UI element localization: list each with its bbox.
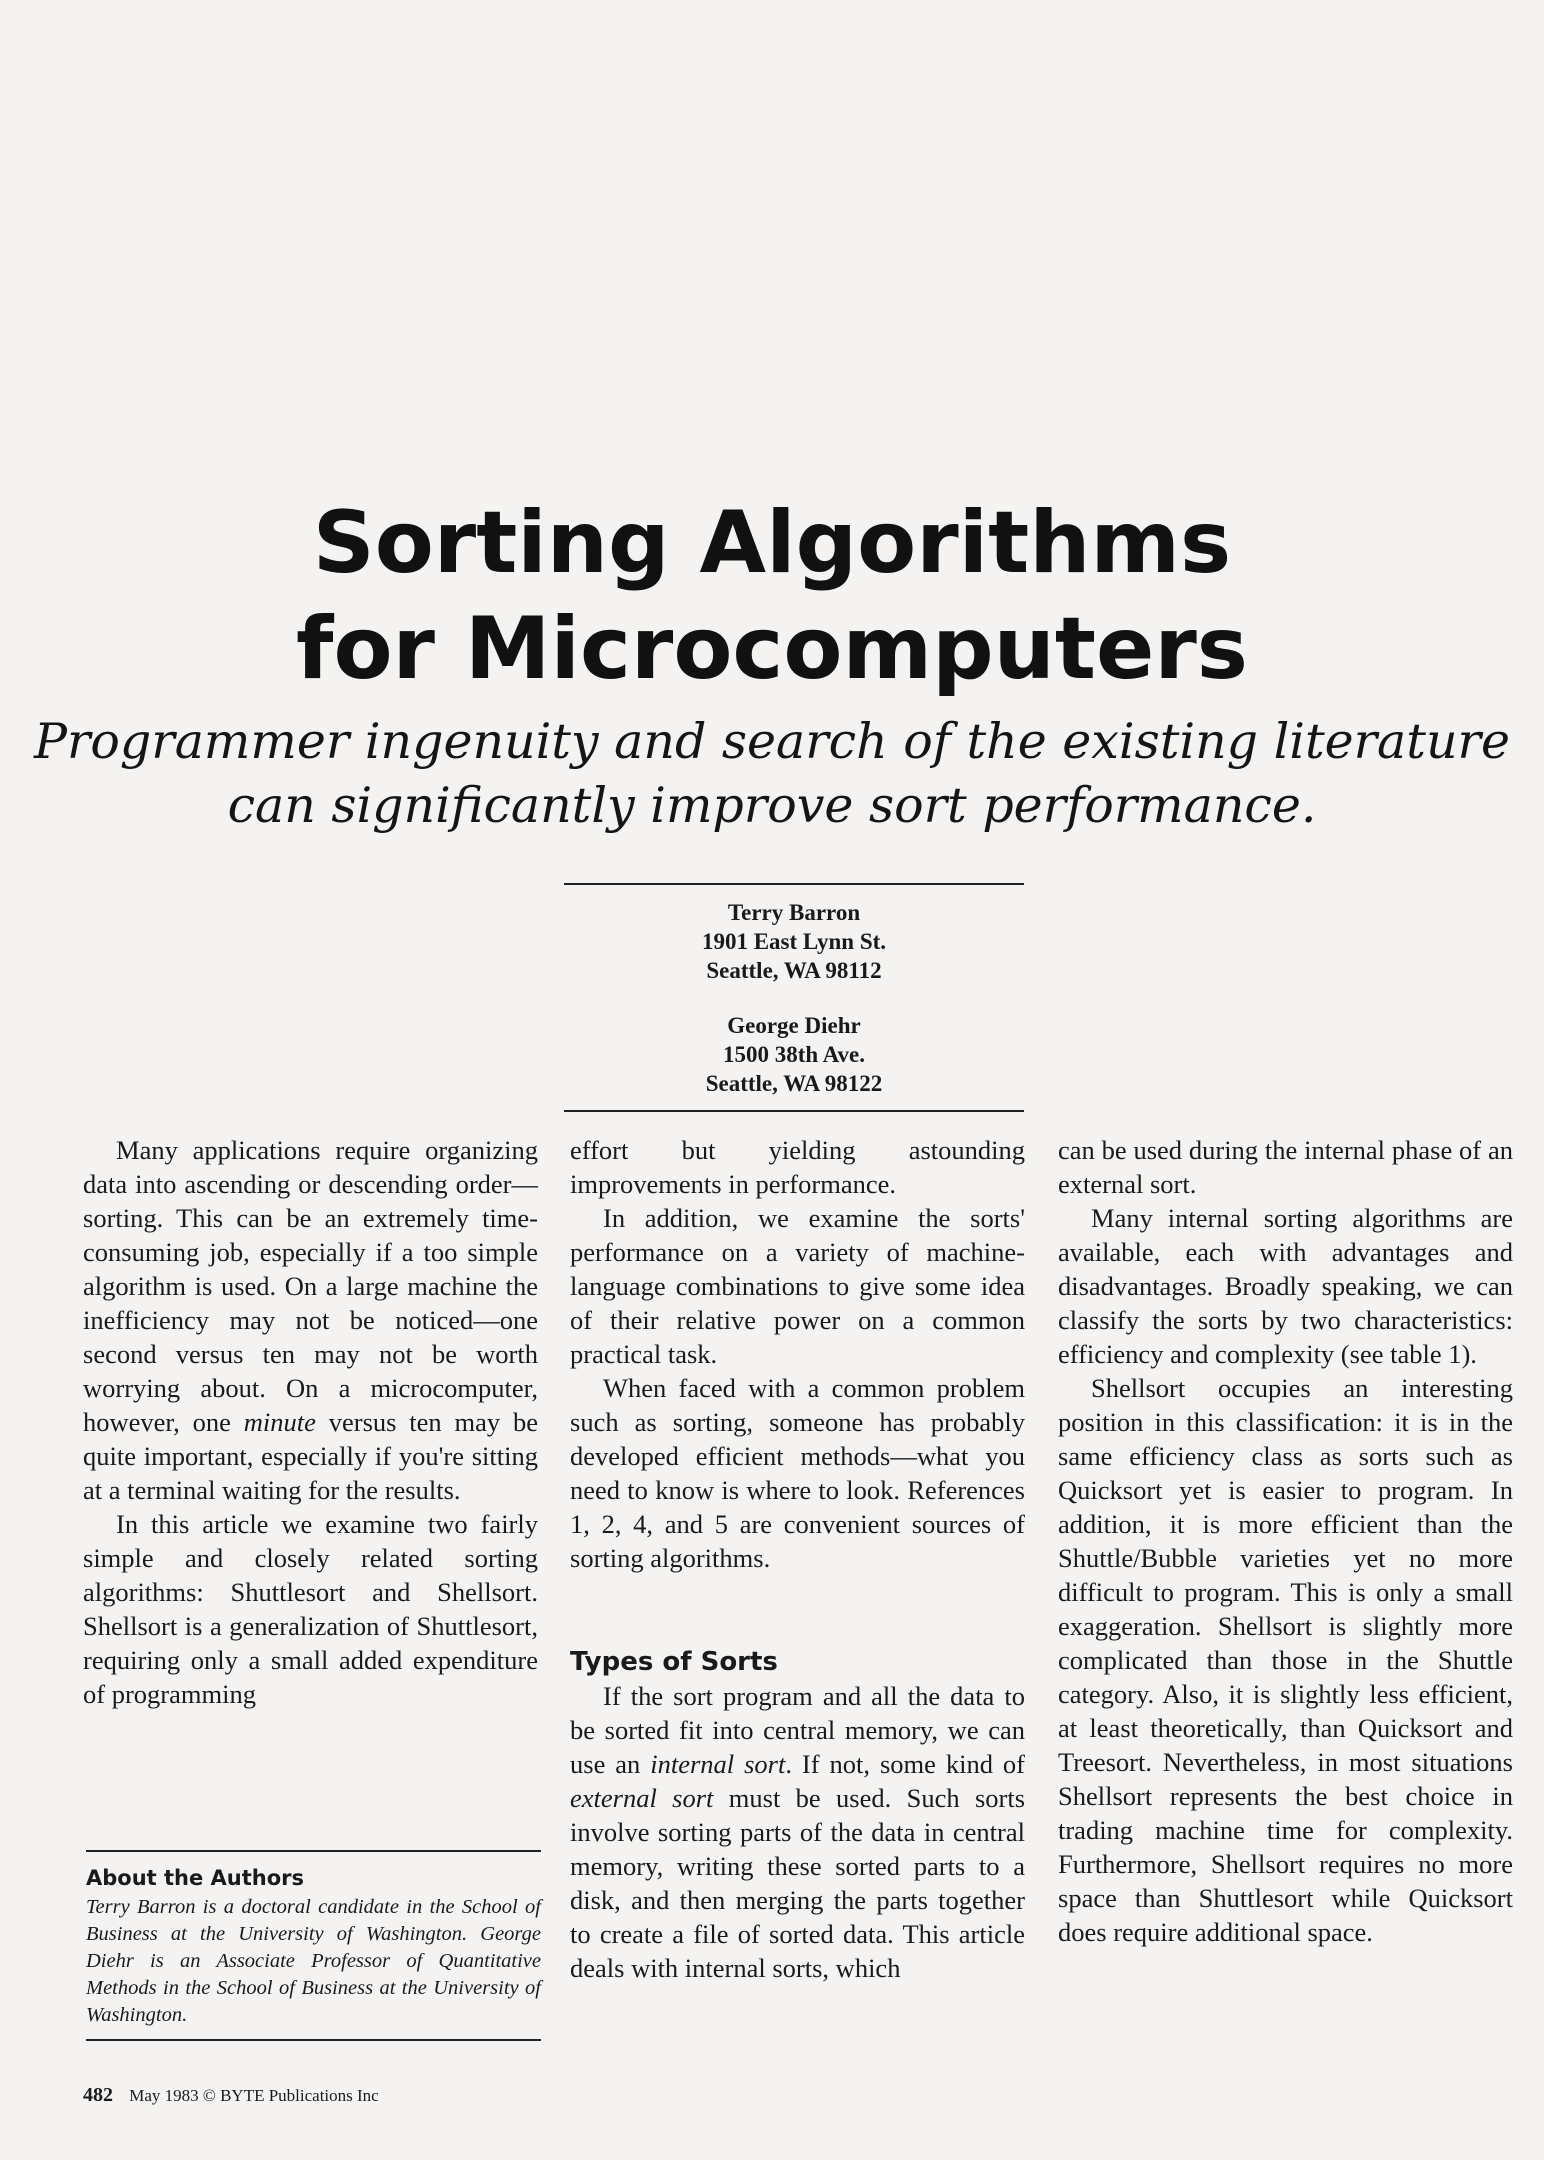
page-number: 482: [83, 2084, 113, 2106]
emphasis: internal sort: [650, 1749, 786, 1779]
article-title: [0, 490, 1544, 702]
subtitle-line-1: Programmer ingenuity and search of the existing literature: [34, 713, 1510, 770]
paragraph: In this article we examine two fairly simple and closely related sorting algorithms: Shuttlesort and Shellsort. Shellsort is a generalization of Shuttlesort, requiring only a small added expenditure of programming: [83, 1509, 538, 1709]
title-line-2: for Microcomputers: [296, 599, 1248, 699]
body-column-3: [1058, 1133, 1513, 1949]
about-text: Terry Barron is a doctoral candidate in the School of Business at the University of Washington. George Diehr is an Associate Professor of Quantitative Methods in the School of Business at the University of Washington.: [86, 1896, 541, 2026]
section-heading: Types of Sorts: [570, 1647, 778, 1677]
author-city: Seattle, WA 98112: [706, 958, 882, 983]
author-byline: [564, 883, 1024, 1112]
paragraph: Shellsort occupies an interesting position in this classification: it is in the same efficiency class as sorts such as Quicksort yet is easier to program. In addition, it is more efficient than the Shuttle/Bubble varieties yet no more difficult to program. This is only a small exaggeration. Shellsort is slightly more complicated than those in the Shuttle category. Also, it is slightly less efficient, at least theoretically, than Quicksort and Treesort. Nevertheless, in most situations Shellsort represents the best choice in trading machine time for complexity. Furthermore, Shellsort requires no more space than Shuttlesort while Quicksort does require additional space.: [1058, 1373, 1513, 1947]
paragraph: When faced with a common problem such as sorting, someone has probably developed efficient methods—what you need to know is where to look. References 1, 2, 4, and 5 are convenient sources of sorting algorithms.: [570, 1373, 1025, 1573]
emphasis: minute: [243, 1407, 316, 1437]
emphasis: external sort: [570, 1783, 714, 1813]
paragraph: Many internal sorting algorithms are available, each with advantages and disadvantages. Broadly speaking, we can classify the sorts by two characteristics: efficiency and complexity (see table 1).: [1058, 1203, 1513, 1369]
author-street: 1901 East Lynn St.: [701, 929, 887, 954]
paragraph: effort but yielding astounding improvements in performance.: [570, 1135, 1025, 1199]
paragraph: Many applications require organizing data into ascending or descending order—sorting. This can be an extremely time-consuming job, especially if a too simple algorithm is used. On a large machine the inefficiency may not be noticed—one second versus ten may not be worth worrying about. On a microcomputer, however, one minute versus ten may be quite important, especially if you're sitting at a terminal waiting for the results.: [83, 1135, 538, 1505]
footer-credit: May 1983 © BYTE Publications Inc: [129, 2086, 379, 2105]
subtitle-line-2: can significantly improve sort performance.: [227, 777, 1317, 834]
page-footer: [83, 2083, 379, 2108]
author-city: Seattle, WA 98122: [705, 1071, 883, 1096]
about-heading: About the Authors: [86, 1866, 305, 1890]
body-column-2: [570, 1133, 1025, 1985]
author-block: [564, 898, 1024, 985]
paragraph: In addition, we examine the sorts' performance on a variety of machine-language combinations to give some idea of their relative power on a common practical task.: [570, 1203, 1025, 1369]
author-street: 1500 38th Ave.: [722, 1042, 866, 1067]
about-the-authors-box: [86, 1850, 541, 2041]
title-line-1: Sorting Algorithms: [312, 493, 1232, 593]
author-name: Terry Barron: [727, 900, 861, 925]
paragraph: If the sort program and all the data to be sorted fit into central memory, we can use an internal sort. If not, some kind of external sort must be used. Such sorts involve sorting parts of the data in central memory, writing these sorted parts to a disk, and then merging the parts together to create a file of sorted data. This article deals with internal sorts, which: [570, 1681, 1026, 1983]
article-subtitle: [0, 710, 1544, 838]
body-column-1: [83, 1133, 538, 1711]
author-block: [564, 1011, 1024, 1098]
paragraph: can be used during the internal phase of an external sort.: [1058, 1135, 1513, 1199]
author-name: George Diehr: [727, 1013, 861, 1038]
